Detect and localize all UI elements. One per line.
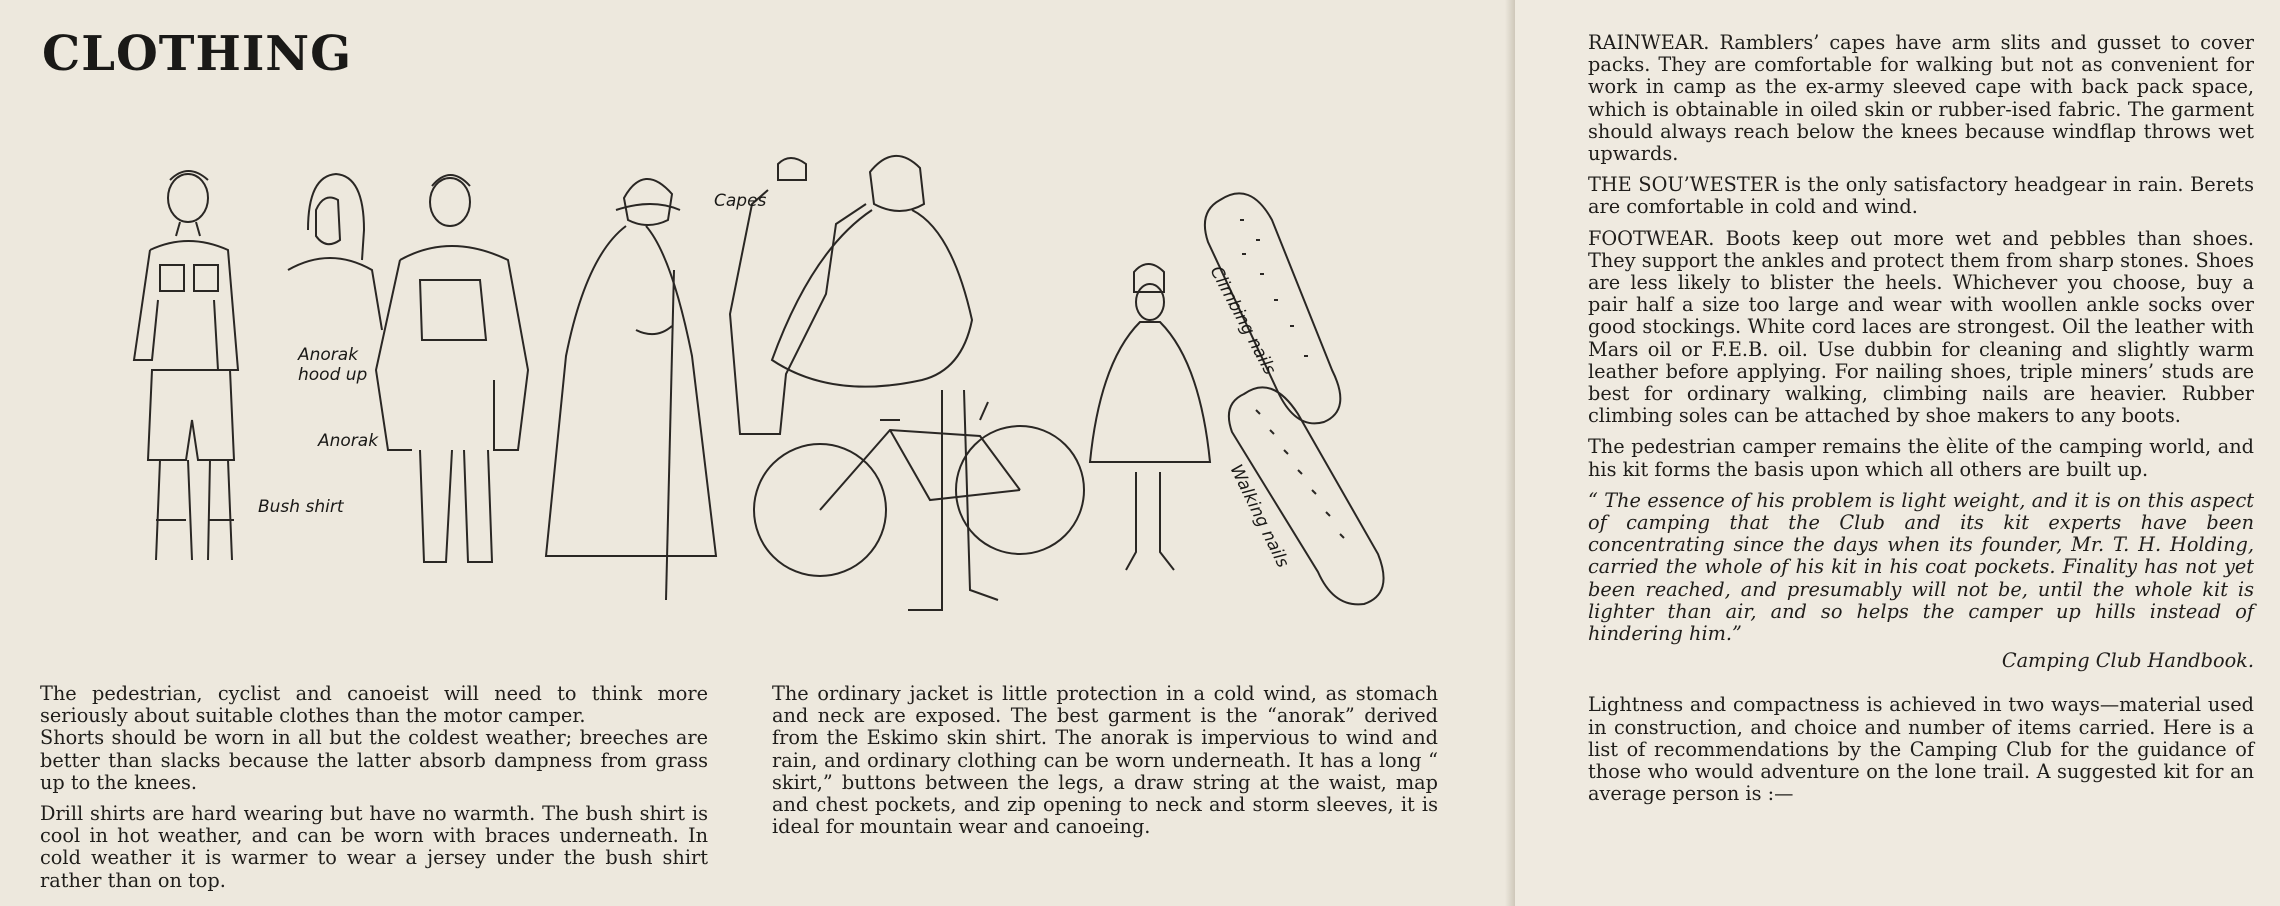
cape-stick-figure (546, 179, 716, 600)
rainwear-paragraph: RAINWEAR. Ramblers’ capes have arm slits and gusset to cover packs. They are comfortable for walking but not as convenient for work in camp as the ex-army sleeved cape with back pack space, which is obtainable in oiled skin or rubber-ised fabric. The garment should always reach below the knees because windflap throws wet upwards. (1588, 31, 2254, 166)
intro-paragraph: The pedestrian, cyclist and canoeist will need to think more seriously about suitable clothes than the motor camper. (40, 682, 708, 728)
jacket-paragraph: The ordinary jacket is little protection in a cold wind, as stomach and neck are exposed. The best garment is the “anorak” derived from the Eskimo skin shirt. The anorak is impervious to wind and rain, and ordinary clothing can be worn underneath. It has a long “ skirt,” buttons between the legs, a draw string at the waist, map and chest pockets, and zip opening to neck and storm sleeves, it is ideal for mountain wear and canoeing. (772, 682, 1438, 839)
capes-bicycle-figures (730, 156, 1084, 610)
label-climbing-nails: Climbing nails (1205, 262, 1280, 379)
lightness-paragraph: Lightness and compactness is achieved in two ways—material used in construction, and choice and number of items carried. Here is a list of recommendations by the Camping Club for the guidance of those who would adventure on the lone trail. A suggested kit for an average person is :— (1588, 693, 2254, 806)
clothing-illustration (60, 150, 1400, 630)
handbook-quote: “ The essence of his problem is light weight, and it is on this aspect of camping that the Club and its kit experts have been concentrating since the days when its founder, Mr. T. H. Holding, carried the whole of his kit in his coat pockets. Finality has not yet been reached, and presumably will not be, until the whole kit is lighter than air, and so helps the camper up hills instead of hindering him.” (1588, 488, 2254, 646)
label-walking-nails: Walking nails (1225, 461, 1293, 571)
label-capes: Capes (714, 191, 767, 211)
label-anorak: Anorak (318, 431, 379, 451)
quote-attribution: Camping Club Handbook. (2001, 649, 2254, 673)
label-anorak-hood: Anorak (298, 345, 359, 365)
shorts-paragraph: Shorts should be worn in all but the coldest weather; breeches are better than slacks because the latter absorb dampness from grass up to the knees. (40, 726, 708, 794)
right-column (1588, 32, 2254, 815)
label-bush-shirt: Bush shirt (258, 497, 344, 517)
anorak-figure (376, 175, 528, 562)
left-column (40, 683, 708, 901)
page-title: CLOTHING (42, 26, 353, 82)
middle-column (772, 683, 1438, 847)
souwester-paragraph: THE SOU’WESTER is the only satisfactory headgear in rain. Berets are comfortable in cold and wind. (1588, 173, 2254, 219)
drill-shirts-paragraph: Drill shirts are hard wearing but have no warmth. The bush shirt is cool in hot weather, and can be worn with braces underneath. In cold weather it is warmer to wear a jersey under the bush shirt rather than on top. (40, 802, 708, 892)
label-anorak-hood-2: hood up (298, 365, 368, 385)
cape-small-figure (1090, 264, 1210, 570)
bush-shirt-figure (134, 171, 238, 560)
camper-paragraph: The pedestrian camper remains the èlite of the camping world, and his kit forms the basis upon which all others are built up. (1588, 435, 2254, 481)
anorak-hood-figure (288, 174, 382, 330)
footwear-paragraph: FOOTWEAR. Boots keep out more wet and pebbles than shoes. They support the ankles and protect them from sharp stones. Shoes are less likely to blister the heels. Whichever you choose, buy a pair half a size too large and wear with woollen ankle socks over good stockings. White cord laces are strongest. Oil the leather with Mars oil or F.E.B. oil. Use dubbin for cleaning and slightly warm leather before applying. For nailing shoes, triple miners’ studs are best for ordinary walking, climbing nails are heavier. Rubber climbing soles can be attached by shoe makers to any boots. (1588, 226, 2254, 428)
